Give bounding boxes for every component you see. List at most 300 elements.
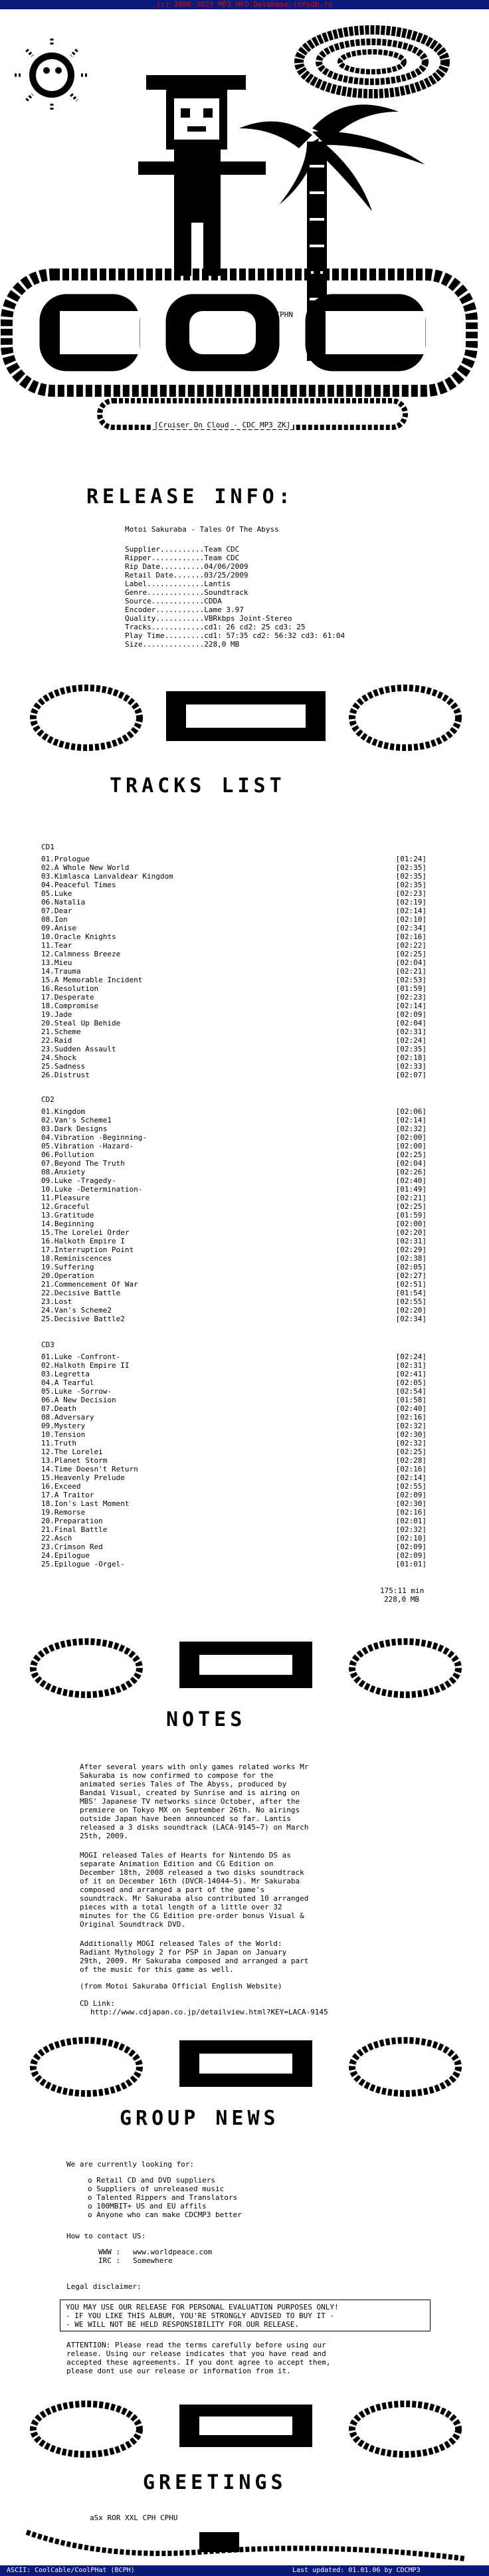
track-duration: [01:01] [395, 1560, 427, 1568]
track-title: Peaceful Times [54, 881, 116, 889]
release-field-dots: .......... [159, 545, 205, 554]
track-duration: [02:09] [395, 1551, 427, 1560]
release-title: Motoi Sakuraba - Tales Of The Abyss [125, 525, 279, 534]
track-title: Suffering [54, 1263, 94, 1271]
track-number: 14. [41, 1220, 54, 1228]
release-field-row [125, 562, 345, 571]
track-title: Epilogue -Orgel- [54, 1560, 125, 1568]
track-number: 07. [41, 1404, 54, 1413]
track-number: 24. [41, 1306, 54, 1315]
sun-icon [15, 39, 89, 112]
track-number: 02. [41, 1361, 54, 1370]
track-duration: [02:14] [395, 1473, 427, 1482]
track-row [41, 1002, 427, 1010]
track-number: 06. [41, 1396, 54, 1404]
track-duration: [02:54] [395, 1387, 427, 1396]
track-number: 18. [41, 1254, 54, 1263]
greetings-line: aSx ROR XXL CPH CPHU [90, 2514, 178, 2522]
track-row [41, 1422, 427, 1430]
release-field-dots: ............ [151, 554, 205, 562]
track-number: 17. [41, 1491, 54, 1499]
notes-source: (from Motoi Sakuraba Official English Website) [80, 1982, 282, 1990]
release-field-row [125, 614, 345, 623]
track-row [41, 1168, 427, 1176]
release-field-dots: ........... [155, 614, 205, 623]
track-number: 05. [41, 1142, 54, 1150]
track-title: Scheme [54, 1027, 81, 1036]
track-title: Final Battle [54, 1525, 108, 1534]
track-row [41, 984, 427, 993]
track-title: A Traitor [54, 1491, 94, 1499]
track-number: 16. [41, 984, 54, 993]
track-title: Dear [54, 907, 72, 915]
track-duration: [02:21] [395, 1194, 427, 1202]
release-field-label: Quality [125, 614, 156, 623]
track-duration: [02:34] [395, 924, 427, 932]
track-duration: [02:26] [395, 1168, 427, 1176]
track-title: Sudden Assault [54, 1045, 116, 1053]
track-title: A Whole New World [54, 863, 130, 872]
track-duration: [02:30] [395, 1499, 427, 1508]
track-row [41, 1456, 427, 1465]
track-row [41, 1220, 427, 1228]
track-title: Lost [54, 1297, 72, 1306]
track-duration: [02:33] [395, 1062, 427, 1071]
header-logo-art [0, 12, 489, 457]
release-field-dots: ......... [164, 631, 205, 640]
track-title: Reminiscences [54, 1254, 112, 1263]
track-number: 11. [41, 941, 54, 950]
track-row [41, 881, 427, 889]
release-field-value: Soundtrack [204, 588, 248, 597]
track-duration: [02:25] [395, 1202, 427, 1211]
track-number: 23. [41, 1543, 54, 1551]
track-title: A New Decision [54, 1396, 116, 1404]
news-item: o 100MBIT+ US and EU affils [88, 2202, 207, 2210]
track-row [41, 1491, 427, 1499]
track-number: 18. [41, 1002, 54, 1010]
track-title: Anise [54, 924, 76, 932]
disclaimer-1: YOU MAY USE OUR RELEASE FOR PERSONAL EVALUATION PURPOSES ONLY! [66, 2303, 339, 2311]
track-row [41, 907, 427, 915]
www-label: WWW : [98, 2248, 121, 2256]
track-row [41, 1062, 427, 1071]
track-number: 04. [41, 1133, 54, 1142]
release-field-dots: ....... [173, 571, 205, 580]
notes-title: NOTES [166, 1708, 246, 1731]
track-row [41, 1194, 427, 1202]
track-number: 13. [41, 958, 54, 967]
track-number: 06. [41, 898, 54, 907]
track-row [41, 1534, 427, 1543]
track-row [41, 1551, 427, 1560]
track-duration: [02:32] [395, 1525, 427, 1534]
track-number: 19. [41, 1508, 54, 1517]
track-row [41, 915, 427, 924]
footer-right: Last updated: 01.01.06 by CDCMP3 [292, 2567, 421, 2574]
track-duration: [02:40] [395, 1176, 427, 1185]
track-row [41, 1387, 427, 1396]
track-duration: [02:10] [395, 915, 427, 924]
track-title: Oracle Knights [54, 932, 116, 941]
track-number: 07. [41, 907, 54, 915]
cdc-logo-art [7, 274, 472, 427]
track-number: 19. [41, 1010, 54, 1019]
track-duration: [02:09] [395, 1543, 427, 1551]
track-duration: [02:00] [395, 1220, 427, 1228]
track-row [41, 1482, 427, 1491]
track-row [41, 1508, 427, 1517]
release-info-title: RELEASE INFO: [86, 485, 294, 508]
track-title: A Tearful [54, 1378, 94, 1387]
track-row [41, 958, 427, 967]
track-number: 10. [41, 932, 54, 941]
track-duration: [02:24] [395, 1036, 427, 1045]
track-row [41, 950, 427, 958]
track-number: 16. [41, 1237, 54, 1245]
track-title: Heavenly Prelude [54, 1473, 125, 1482]
track-title: Luke -Tragedy- [54, 1176, 116, 1185]
track-row [41, 1053, 427, 1062]
track-row [41, 1525, 427, 1534]
track-number: 25. [41, 1062, 54, 1071]
track-title: Truth [54, 1439, 76, 1448]
track-number: 14. [41, 967, 54, 976]
track-title: Time Doesn't Return [54, 1465, 138, 1473]
track-title: Vibration -Hazard- [54, 1142, 134, 1150]
track-title: Resolution [54, 984, 99, 993]
track-duration: [01:59] [395, 1211, 427, 1220]
cd2-list [41, 1107, 427, 1323]
track-row [41, 1202, 427, 1211]
tracks-art [13, 671, 478, 791]
release-field-row [125, 623, 345, 631]
track-title: Commencement Of War [54, 1280, 138, 1289]
track-title: Prologue [54, 855, 90, 863]
track-number: 22. [41, 1036, 54, 1045]
track-number: 22. [41, 1534, 54, 1543]
track-number: 20. [41, 1517, 54, 1525]
track-number: 20. [41, 1271, 54, 1280]
track-duration: [01:59] [395, 984, 427, 993]
track-title: Beyond The Truth [54, 1159, 125, 1168]
release-field-row [125, 631, 345, 640]
track-duration: [02:04] [395, 958, 427, 967]
track-title: Shock [54, 1053, 76, 1062]
track-row [41, 1107, 427, 1116]
track-duration: [01:58] [395, 1396, 427, 1404]
track-title: Van's Scheme1 [54, 1116, 112, 1125]
track-number: 11. [41, 1194, 54, 1202]
track-title: Kimlasca Lanvaldear Kingdom [54, 872, 173, 881]
character-art [138, 75, 266, 276]
track-duration: [02:20] [395, 1228, 427, 1237]
track-row [41, 863, 427, 872]
site-bar[interactable]: (c) 2006-2025 MP3 NFO Database-infodb.ru [0, 0, 489, 9]
track-title: Mystery [54, 1422, 86, 1430]
greetings-title: GREETINGS [143, 2471, 287, 2494]
release-field-label: Encoder [125, 605, 156, 614]
track-number: 20. [41, 1019, 54, 1027]
track-duration: [02:09] [395, 1491, 427, 1499]
track-row [41, 1185, 427, 1194]
track-number: 05. [41, 889, 54, 898]
cdjapan-link[interactable]: http://www.cdjapan.co.jp/detailview.html?KEY=LACA-9145 [90, 2008, 328, 2016]
track-row [41, 1150, 427, 1159]
track-row [41, 1280, 427, 1289]
track-duration: [02:04] [395, 1019, 427, 1027]
track-title: Vibration -Beginning- [54, 1133, 147, 1142]
release-field-label: Supplier [125, 545, 160, 554]
group-news-title: GROUP NEWS [120, 2107, 280, 2130]
track-row [41, 1430, 427, 1439]
track-number: 13. [41, 1211, 54, 1220]
track-number: 15. [41, 976, 54, 984]
release-field-value: Lame 3.97 [204, 605, 244, 614]
footer-left: ASCII: CoolCable/CoolPHat (BCPH) [7, 2567, 135, 2574]
track-duration: [02:51] [395, 1280, 427, 1289]
track-duration: [02:35] [395, 872, 427, 881]
track-row [41, 1404, 427, 1413]
track-number: 21. [41, 1525, 54, 1534]
track-title: Luke [54, 889, 72, 898]
track-row [41, 1271, 427, 1280]
release-field-value: VBRkbps Joint-Stereo [204, 614, 292, 623]
track-row [41, 1027, 427, 1036]
track-duration: [02:35] [395, 881, 427, 889]
track-title: Ion [54, 915, 68, 924]
track-row [41, 1142, 427, 1150]
track-title: Luke -Determination- [54, 1185, 143, 1194]
news-item: o Retail CD and DVD suppliers [88, 2176, 216, 2185]
track-row [41, 1361, 427, 1370]
release-field-row [125, 605, 345, 614]
track-row [41, 1211, 427, 1220]
track-title: Beginning [54, 1220, 94, 1228]
track-duration: [02:10] [395, 1534, 427, 1543]
track-title: Calmness Breeze [54, 950, 121, 958]
release-field-dots: ........... [155, 605, 205, 614]
track-title: Compromise [54, 1002, 99, 1010]
track-row [41, 1133, 427, 1142]
track-number: 23. [41, 1045, 54, 1053]
track-row [41, 1378, 427, 1387]
release-field-value: cd1: 57:35 cd2: 56:32 cd3: 61:04 [204, 631, 345, 640]
track-number: 15. [41, 1228, 54, 1237]
cd1-list [41, 855, 427, 1079]
track-row [41, 1413, 427, 1422]
track-row [41, 1517, 427, 1525]
track-duration: [02:16] [395, 1508, 427, 1517]
track-duration: [02:16] [395, 1465, 427, 1473]
track-row [41, 1370, 427, 1378]
track-duration: [02:18] [395, 1053, 427, 1062]
notes-p2: MOGI released Tales of Hearts for Nintendo DS as separate Animation Edition and CG Edition on December 18th, 2008 released a two disks soundtrack of it on December 16th (DVCR-14044~5). Mr Sakuraba composed and arranged a part of the game's soundtrack. Mr Sakuraba also contributed 10 arranged pieces with a total length of a little over 32 minutes for the CG Edition pre-order bonus Visual & Original Soundtrack DVD. [80, 1851, 309, 1929]
track-title: The Lorelei Order [54, 1228, 130, 1237]
track-duration: [02:35] [395, 1045, 427, 1053]
total-size: 228,0 MB [384, 1595, 419, 1604]
track-number: 09. [41, 924, 54, 932]
track-title: Tear [54, 941, 72, 950]
track-row [41, 993, 427, 1002]
track-number: 09. [41, 1422, 54, 1430]
track-title: Asch [54, 1534, 72, 1543]
track-duration: [02:29] [395, 1245, 427, 1254]
track-number: 14. [41, 1465, 54, 1473]
release-field-row [125, 545, 345, 554]
news-looking: We are currently looking for: [66, 2160, 195, 2169]
track-number: 24. [41, 1551, 54, 1560]
cd3-list [41, 1352, 427, 1568]
track-number: 02. [41, 863, 54, 872]
track-duration: [02:55] [395, 1482, 427, 1491]
track-duration: [02:25] [395, 1448, 427, 1456]
track-duration: [02:55] [395, 1297, 427, 1306]
track-row [41, 1237, 427, 1245]
header-year: 2006 [198, 358, 216, 366]
track-number: 23. [41, 1297, 54, 1306]
track-row [41, 941, 427, 950]
track-title: Operation [54, 1271, 94, 1280]
track-title: Desperate [54, 993, 94, 1002]
track-duration: [02:27] [395, 1271, 427, 1280]
track-row [41, 1245, 427, 1254]
track-row [41, 872, 427, 881]
disclaimer-box [60, 2300, 431, 2331]
disclaimer-2: - IF YOU LIKE THIS ALBUM, YOU'RE STRONGLY ADVISED TO BUY IT - [66, 2311, 334, 2320]
track-duration: [02:00] [395, 1133, 427, 1142]
release-field-label: Label [125, 580, 147, 588]
track-row [41, 1297, 427, 1306]
track-row [41, 1254, 427, 1263]
track-duration: [02:09] [395, 1010, 427, 1019]
release-field-value: 03/25/2009 [204, 571, 248, 580]
release-field-value: cd1: 26 cd2: 25 cd3: 25 [204, 623, 306, 631]
notes-p1: After several years with only games related works Mr Sakuraba is now confirmed to compose for the animated series Tales of The Abyss, produced by Bandai Visual, created by Sunrise and is airing on MBS' Japanese TV networks since October, after the premiere on Tokyo MX on September 26th. No airings outside Japan have been announced so far. Lantis released a 3 disks soundtrack (LACA-9145~7) on March 25th, 2009. [80, 1763, 309, 1840]
track-row [41, 1560, 427, 1568]
track-title: Legretta [54, 1370, 90, 1378]
track-row [41, 1439, 427, 1448]
track-title: Planet Storm [54, 1456, 108, 1465]
track-duration: [01:54] [395, 1289, 427, 1297]
track-number: 13. [41, 1456, 54, 1465]
track-title: Steal Up Behide [54, 1019, 121, 1027]
track-number: 25. [41, 1315, 54, 1323]
track-row [41, 1315, 427, 1323]
track-row [41, 1289, 427, 1297]
track-title: Decisive Battle2 [54, 1315, 125, 1323]
release-field-row [125, 571, 345, 580]
track-duration: [02:28] [395, 1456, 427, 1465]
total-time: 175:11 min [380, 1586, 425, 1595]
footer-bar [0, 2565, 489, 2576]
release-field-row [125, 554, 345, 562]
track-row [41, 1543, 427, 1551]
track-number: 01. [41, 855, 54, 863]
track-title: Tension [54, 1430, 86, 1439]
track-duration: [02:21] [395, 967, 427, 976]
track-duration: [02:32] [395, 1439, 427, 1448]
track-row [41, 1176, 427, 1185]
track-number: 10. [41, 1185, 54, 1194]
track-row [41, 976, 427, 984]
track-number: 26. [41, 1071, 54, 1079]
release-field-label: Retail Date [125, 571, 173, 580]
track-title: Interruption Point [54, 1245, 134, 1254]
track-duration: [02:19] [395, 898, 427, 907]
track-duration: [02:24] [395, 1352, 427, 1361]
track-title: Crimson Red [54, 1543, 103, 1551]
track-title: Mieu [54, 958, 72, 967]
track-number: 06. [41, 1150, 54, 1159]
track-duration: [02:00] [395, 1142, 427, 1150]
release-field-label: Size [125, 640, 143, 649]
track-title: The Lorelei [54, 1448, 103, 1456]
track-title: Jade [54, 1010, 72, 1019]
track-row [41, 1473, 427, 1482]
track-duration: [02:05] [395, 1263, 427, 1271]
track-number: 01. [41, 1107, 54, 1116]
track-title: Raid [54, 1036, 72, 1045]
track-duration: [02:23] [395, 889, 427, 898]
track-number: 12. [41, 1448, 54, 1456]
track-duration: [02:04] [395, 1159, 427, 1168]
news-item: o Anyone who can make CDCMP3 better [88, 2210, 242, 2219]
track-title: Ion's Last Moment [54, 1499, 130, 1508]
track-number: 21. [41, 1027, 54, 1036]
track-duration: [02:16] [395, 1413, 427, 1422]
track-title: A Memorable Incident [54, 976, 143, 984]
release-field-dots: ............. [147, 588, 205, 597]
track-title: Sadness [54, 1062, 86, 1071]
track-duration: [02:07] [395, 1071, 427, 1079]
track-number: 03. [41, 1370, 54, 1378]
track-row [41, 1448, 427, 1456]
track-duration: [02:35] [395, 863, 427, 872]
release-field-dots: ............ [151, 597, 205, 605]
track-duration: [02:16] [395, 932, 427, 941]
track-duration: [02:06] [395, 1107, 427, 1116]
track-duration: [01:49] [395, 1185, 427, 1194]
track-duration: [02:22] [395, 941, 427, 950]
track-row [41, 898, 427, 907]
track-row [41, 1263, 427, 1271]
track-duration: [02:32] [395, 1422, 427, 1430]
track-title: Death [54, 1404, 76, 1413]
track-duration: [02:31] [395, 1361, 427, 1370]
track-row [41, 1159, 427, 1168]
track-duration: [01:24] [395, 855, 427, 863]
track-number: 08. [41, 1168, 54, 1176]
release-field-dots: ............ [151, 623, 205, 631]
track-row [41, 967, 427, 976]
track-number: 17. [41, 1245, 54, 1254]
track-title: Trauma [54, 967, 81, 976]
release-field-row [125, 588, 345, 597]
release-field-label: Genre [125, 588, 147, 597]
track-number: 07. [41, 1159, 54, 1168]
release-field-row [125, 640, 345, 649]
header-group-line: [Cruiser On Cloud - CDC MP3 ZK] [151, 421, 293, 429]
track-title: Luke -Confront- [54, 1352, 121, 1361]
www-link[interactable]: www.worldpeace.com [133, 2248, 213, 2256]
track-title: Dark Designs [54, 1125, 108, 1133]
news-item: o Suppliers of unreleased music [88, 2185, 225, 2193]
track-row [41, 1045, 427, 1053]
tracks-list-title: TRACKS LIST [110, 774, 286, 798]
track-duration: [02:01] [395, 1517, 427, 1525]
track-duration: [02:25] [395, 1150, 427, 1159]
